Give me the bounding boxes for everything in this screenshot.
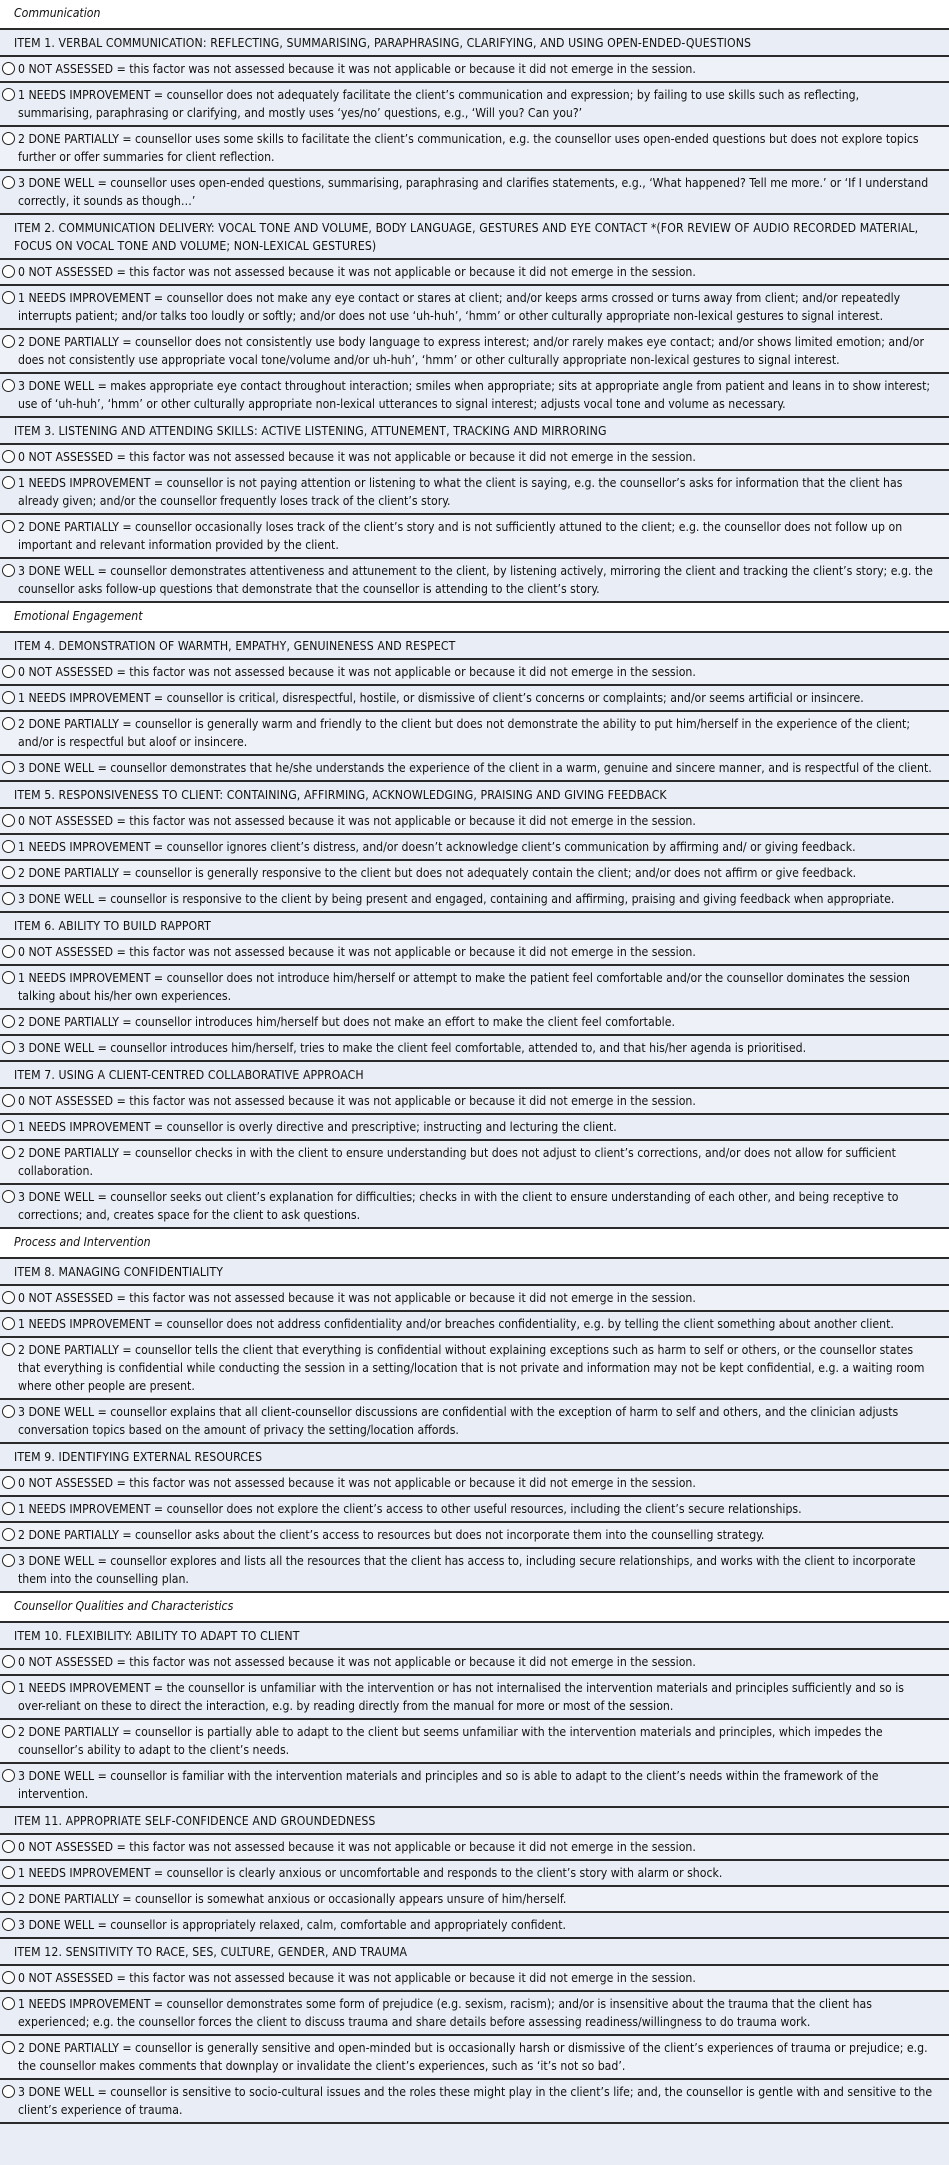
rating-option[interactable] (0, 374, 949, 418)
radio-button-icon[interactable] (2, 379, 15, 392)
option-label: 2 DONE PARTIALLY = counsellor does not consistently use body language to express interest; and/or rarely makes eye contact; and/or shows limited emotion; and/or does not consistently use appropriate vocal tone/volume and/or uh-huh’, ‘hmm’ or other culturally appropriate non-lexical gestures to signal interest. (18, 335, 924, 367)
radio-button-icon[interactable] (2, 1405, 15, 1418)
rating-option[interactable] (0, 660, 949, 686)
option-label: 0 NOT ASSESSED = this factor was not assessed because it was not applicable or because it did not emerge in the session. (18, 1655, 696, 1669)
item-title: ITEM 12. SENSITIVITY TO RACE, SES, CULTURE, GENDER, AND TRAUMA (0, 1939, 949, 1966)
radio-button-icon[interactable] (2, 1840, 15, 1853)
rating-option[interactable] (0, 1286, 949, 1312)
radio-button-icon[interactable] (2, 814, 15, 827)
rating-option[interactable] (0, 1497, 949, 1523)
rating-option[interactable] (0, 686, 949, 712)
rating-item (0, 418, 949, 603)
rating-option[interactable] (0, 330, 949, 374)
radio-button-icon[interactable] (2, 265, 15, 278)
radio-button-icon[interactable] (2, 1146, 15, 1159)
rating-item (0, 1259, 949, 1444)
rating-option[interactable] (0, 756, 949, 782)
rating-item (0, 215, 949, 418)
option-label: 1 NEEDS IMPROVEMENT = counsellor is critical, disrespectful, hostile, or dismissive of client’s concerns or complaints; and/or seems artificial or insincere. (18, 691, 864, 705)
option-label: 3 DONE WELL = counsellor is familiar with the intervention materials and principles and so is able to adapt to the client’s needs within the framework of the intervention. (18, 1769, 879, 1801)
radio-button-icon[interactable] (2, 1997, 15, 2010)
radio-button-icon[interactable] (2, 1892, 15, 1905)
rating-option[interactable] (0, 1835, 949, 1861)
option-label: 3 DONE WELL = counsellor seeks out client’s explanation for difficulties; checks in with the client to ensure understanding of each other, and being receptive to corrections; and, creates space for the client to ask questions. (18, 1190, 899, 1222)
rating-option[interactable] (0, 809, 949, 835)
rating-option[interactable] (0, 1861, 949, 1887)
option-label: 0 NOT ASSESSED = this factor was not assessed because it was not applicable or because it did not emerge in the session. (18, 450, 696, 464)
rating-option[interactable] (0, 57, 949, 83)
radio-button-icon[interactable] (2, 1918, 15, 1931)
option-label: 0 NOT ASSESSED = this factor was not assessed because it was not applicable or because it did not emerge in the session. (18, 1476, 696, 1490)
item-title: ITEM 3. LISTENING AND ATTENDING SKILLS: ACTIVE LISTENING, ATTUNEMENT, TRACKING AND MIRRORING (0, 418, 949, 445)
radio-button-icon[interactable] (2, 1015, 15, 1028)
radio-button-icon[interactable] (2, 450, 15, 463)
radio-button-icon[interactable] (2, 1725, 15, 1738)
option-label: 0 NOT ASSESSED = this factor was not assessed because it was not applicable or because it did not emerge in the session. (18, 1840, 696, 1854)
radio-button-icon[interactable] (2, 564, 15, 577)
item-title: ITEM 6. ABILITY TO BUILD RAPPORT (0, 913, 949, 940)
option-label: 1 NEEDS IMPROVEMENT = counsellor is not paying attention or listening to what the client is saying, e.g. the counsellor’s asks for information that the client has already given; and/or the counsellor frequently loses track of the client’s story. (18, 476, 903, 508)
option-label: 3 DONE WELL = counsellor introduces him/herself, tries to make the client feel comfortable, attended to, and that his/her agenda is prioritised. (18, 1041, 807, 1055)
option-label: 1 NEEDS IMPROVEMENT = counsellor does not adequately facilitate the client’s communication and expression; by failing to use skills such as reflecting, summarising, paraphrasing or clarifying, and mostly uses ‘yes/no’ questions, e.g., ‘Will you? Can you?’ (18, 88, 860, 120)
item-title: ITEM 11. APPROPRIATE SELF-CONFIDENCE AND GROUNDEDNESS (0, 1808, 949, 1835)
item-title: ITEM 2. COMMUNICATION DELIVERY: VOCAL TONE AND VOLUME, BODY LANGUAGE, GESTURES AND EYE CONTACT *(FOR REVIEW OF AUDIO RECORDED MATERIAL, FOCUS ON VOCAL TONE AND VOLUME; NON-LEXICAL GESTURES) (0, 215, 949, 260)
radio-button-icon[interactable] (2, 1041, 15, 1054)
rating-option[interactable] (0, 1400, 949, 1444)
radio-button-icon[interactable] (2, 1190, 15, 1203)
option-label: 2 DONE PARTIALLY = counsellor is generally sensitive and open-minded but is occasionally harsh or dismissive of the client’s experiences of trauma or prejudice; e.g. the counsellor makes comments that downplay or invalidate the client’s experiences, such as ‘it’s not so bad’. (18, 2041, 928, 2073)
radio-button-icon[interactable] (2, 88, 15, 101)
option-label: 2 DONE PARTIALLY = counsellor is partially able to adapt to the client but seems unfamiliar with the intervention materials and principles, which impedes the counsellor’s ability to adapt to the client’s needs. (18, 1725, 883, 1757)
radio-button-icon[interactable] (2, 291, 15, 304)
option-label: 2 DONE PARTIALLY = counsellor is generally responsive to the client but does not adequately contain the client; and/or does not affirm or give feedback. (18, 866, 857, 880)
rating-item (0, 1062, 949, 1229)
option-label: 3 DONE WELL = counsellor demonstrates attentiveness and attunement to the client, by listening actively, mirroring the client and tracking the client’s story; e.g. the counsellor asks follow-up questions that demonstrate that the counsellor is attending to the client’s story. (18, 564, 933, 596)
rating-option[interactable] (0, 1523, 949, 1549)
radio-button-icon[interactable] (2, 2085, 15, 2098)
radio-button-icon[interactable] (2, 1554, 15, 1567)
item-title: ITEM 7. USING A CLIENT-CENTRED COLLABORATIVE APPROACH (0, 1062, 949, 1089)
item-title: ITEM 4. DEMONSTRATION OF WARMTH, EMPATHY, GENUINENESS AND RESPECT (0, 633, 949, 660)
option-label: 2 DONE PARTIALLY = counsellor introduces him/herself but does not make an effort to make the client feel comfortable. (18, 1015, 675, 1029)
section-heading: Communication (0, 0, 949, 30)
rating-option[interactable] (0, 1549, 949, 1593)
radio-button-icon[interactable] (2, 866, 15, 879)
radio-button-icon[interactable] (2, 717, 15, 730)
rating-option[interactable] (0, 1764, 949, 1808)
rating-option[interactable] (0, 1141, 949, 1185)
rating-option[interactable] (0, 286, 949, 330)
radio-button-icon[interactable] (2, 1317, 15, 1330)
rating-option[interactable] (0, 1185, 949, 1229)
radio-button-icon[interactable] (2, 1476, 15, 1489)
option-label: 3 DONE WELL = counsellor is sensitive to socio-cultural issues and the roles these might play in the client’s life; and, the counsellor is gentle with and sensitive to the client’s experience of trauma. (18, 2085, 933, 2117)
option-label: 0 NOT ASSESSED = this factor was not assessed because it was not applicable or because it did not emerge in the session. (18, 665, 696, 679)
radio-button-icon[interactable] (2, 945, 15, 958)
radio-button-icon[interactable] (2, 62, 15, 75)
section-heading: Emotional Engagement (0, 603, 949, 633)
item-title: ITEM 8. MANAGING CONFIDENTIALITY (0, 1259, 949, 1286)
section-heading: Process and Intervention (0, 1229, 949, 1259)
rating-option[interactable] (0, 260, 949, 286)
radio-button-icon[interactable] (2, 176, 15, 189)
radio-button-icon[interactable] (2, 1655, 15, 1668)
radio-button-icon[interactable] (2, 1866, 15, 1879)
option-label: 2 DONE PARTIALLY = counsellor checks in with the client to ensure understanding but does not adjust to client’s corrections, and/or does not allow for sufficient collaboration. (18, 1146, 896, 1178)
rating-option[interactable] (0, 127, 949, 171)
rating-option[interactable] (0, 1115, 949, 1141)
option-label: 2 DONE PARTIALLY = counsellor uses some skills to facilitate the client’s communication, e.g. the counsellor uses open-ended questions but does not explore topics further or offer summaries for client reflection. (18, 132, 919, 164)
rating-option[interactable] (0, 1338, 949, 1400)
section-heading: Counsellor Qualities and Characteristics (0, 1593, 949, 1623)
radio-button-icon[interactable] (2, 1971, 15, 1984)
option-label: 3 DONE WELL = counsellor explains that all client-counsellor discussions are confidential with the exception of harm to self and others, and the clinician adjusts conversation topics based on the amount of privacy the setting/location affords. (18, 1405, 899, 1437)
radio-button-icon[interactable] (2, 665, 15, 678)
item-title: ITEM 9. IDENTIFYING EXTERNAL RESOURCES (0, 1444, 949, 1471)
rating-option[interactable] (0, 1676, 949, 1720)
radio-button-icon[interactable] (2, 892, 15, 905)
radio-button-icon[interactable] (2, 1502, 15, 1515)
rating-item (0, 1623, 949, 1808)
option-label: 3 DONE WELL = counsellor demonstrates that he/she understands the experience of the client in a warm, genuine and sincere manner, and is respectful of the client. (18, 761, 932, 775)
rating-option[interactable] (0, 835, 949, 861)
option-label: 0 NOT ASSESSED = this factor was not assessed because it was not applicable or because it did not emerge in the session. (18, 945, 696, 959)
rating-item (0, 30, 949, 215)
radio-button-icon[interactable] (2, 335, 15, 348)
rating-option[interactable] (0, 1471, 949, 1497)
radio-button-icon[interactable] (2, 1681, 15, 1694)
option-label: 0 NOT ASSESSED = this factor was not assessed because it was not applicable or because it did not emerge in the session. (18, 814, 696, 828)
option-label: 2 DONE PARTIALLY = counsellor occasionally loses track of the client’s story and is not sufficiently attuned to the client; e.g. the counsellor does not follow up on important and relevant information provided by the client. (18, 520, 903, 552)
option-label: 1 NEEDS IMPROVEMENT = the counsellor is unfamiliar with the intervention or has not internalised the intervention materials and principles sufficiently and so is over-reliant on these to direct the interaction, e.g. by reading directly from the manual for more or most of the session. (18, 1681, 905, 1713)
rating-option[interactable] (0, 471, 949, 515)
option-label: 1 NEEDS IMPROVEMENT = counsellor does not address confidentiality and/or breaches confidentiality, e.g. by telling the client something about another client. (18, 1317, 894, 1331)
option-label: 3 DONE WELL = counsellor is responsive to the client by being present and engaged, containing and affirming, praising and giving feedback when appropriate. (18, 892, 895, 906)
option-label: 1 NEEDS IMPROVEMENT = counsellor is clearly anxious or uncomfortable and responds to the client’s story with alarm or shock. (18, 1866, 723, 1880)
rating-option[interactable] (0, 2080, 949, 2124)
radio-button-icon[interactable] (2, 1291, 15, 1304)
radio-button-icon[interactable] (2, 691, 15, 704)
option-label: 2 DONE PARTIALLY = counsellor is somewhat anxious or occasionally appears unsure of him/herself. (18, 1892, 567, 1906)
rating-option[interactable] (0, 1036, 949, 1062)
option-label: 2 DONE PARTIALLY = counsellor tells the client that everything is confidential without explaining exceptions such as harm to self or others, or the counsellor states that everything is confidential while conducting the session in a setting/location that is not private and information may not be kept confidential, e.g. a waiting room where other people are present. (18, 1343, 925, 1393)
option-label: 3 DONE WELL = counsellor uses open-ended questions, summarising, paraphrasing and clarifies statements, e.g., ‘What happened? Tell me more.’ or ‘If I understand correctly, it sounds as though…’ (18, 176, 929, 208)
rating-option[interactable] (0, 712, 949, 756)
radio-button-icon[interactable] (2, 1528, 15, 1541)
rating-option[interactable] (0, 1312, 949, 1338)
rating-option[interactable] (0, 1720, 949, 1764)
radio-button-icon[interactable] (2, 2041, 15, 2054)
rating-option[interactable] (0, 83, 949, 127)
rating-option[interactable] (0, 1010, 949, 1036)
option-label: 3 DONE WELL = makes appropriate eye contact throughout interaction; smiles when appropriate; sits at appropriate angle from patient and leans in to show interest; use of ‘uh-huh’, ‘hmm’ or other culturally appropriate non-lexical utterances to signal interest; adjusts vocal tone and volume as necessary. (18, 379, 931, 411)
option-label: 3 DONE WELL = counsellor explores and lists all the resources that the client has access to, including secure relationships, and works with the client to incorporate them into the counselling plan. (18, 1554, 916, 1586)
rating-item (0, 782, 949, 913)
rating-option[interactable] (0, 1887, 949, 1913)
rating-option[interactable] (0, 515, 949, 559)
item-title: ITEM 1. VERBAL COMMUNICATION: REFLECTING, SUMMARISING, PARAPHRASING, CLARIFYING, AND USING OPEN-ENDED-QUESTIONS (0, 30, 949, 57)
rating-item (0, 913, 949, 1062)
option-label: 1 NEEDS IMPROVEMENT = counsellor ignores client’s distress, and/or doesn’t acknowledge client’s communication by affirming and/ or giving feedback. (18, 840, 856, 854)
option-label: 1 NEEDS IMPROVEMENT = counsellor does not make any eye contact or stares at client; and/or keeps arms crossed or turns away from client; and/or repeatedly interrupts patient; and/or talks too loudly or softly; and/or does not use ‘uh-huh’, ‘hmm’ or other culturally appropriate non-lexical gestures to signal interest. (18, 291, 901, 323)
rating-option[interactable] (0, 1089, 949, 1115)
option-label: 0 NOT ASSESSED = this factor was not assessed because it was not applicable or because it did not emerge in the session. (18, 1291, 696, 1305)
option-label: 1 NEEDS IMPROVEMENT = counsellor is overly directive and prescriptive; instructing and lecturing the client. (18, 1120, 617, 1134)
radio-button-icon[interactable] (2, 1343, 15, 1356)
item-title: ITEM 10. FLEXIBILITY: ABILITY TO ADAPT TO CLIENT (0, 1623, 949, 1650)
option-label: 0 NOT ASSESSED = this factor was not assessed because it was not applicable or because it did not emerge in the session. (18, 1094, 696, 1108)
rating-option[interactable] (0, 559, 949, 603)
option-label: 0 NOT ASSESSED = this factor was not assessed because it was not applicable or because it did not emerge in the session. (18, 62, 696, 76)
radio-button-icon[interactable] (2, 761, 15, 774)
option-label: 1 NEEDS IMPROVEMENT = counsellor demonstrates some form of prejudice (e.g. sexism, racism); and/or is insensitive about the trauma that the client has experienced; e.g. the counsellor forces the client to discuss trauma and share details before assessing readiness/willingness to do trauma work. (18, 1997, 872, 2029)
option-label: 1 NEEDS IMPROVEMENT = counsellor does not explore the client’s access to other useful resources, including the client’s secure relationships. (18, 1502, 802, 1516)
rating-item (0, 633, 949, 782)
option-label: 0 NOT ASSESSED = this factor was not assessed because it was not applicable or because it did not emerge in the session. (18, 265, 696, 279)
rating-option[interactable] (0, 1992, 949, 2036)
rating-option[interactable] (0, 2036, 949, 2080)
rating-option[interactable] (0, 1966, 949, 1992)
radio-button-icon[interactable] (2, 1094, 15, 1107)
radio-button-icon[interactable] (2, 1120, 15, 1133)
rating-item (0, 1939, 949, 2124)
option-label: 1 NEEDS IMPROVEMENT = counsellor does not introduce him/herself or attempt to make the patient feel comfortable and/or the counsellor dominates the session talking about his/her own experiences. (18, 971, 910, 1003)
rating-item (0, 1808, 949, 1939)
rating-item (0, 1444, 949, 1593)
option-label: 2 DONE PARTIALLY = counsellor asks about the client’s access to resources but does not incorporate them into the counselling strategy. (18, 1528, 765, 1542)
radio-button-icon[interactable] (2, 971, 15, 984)
rating-option[interactable] (0, 445, 949, 471)
rating-option[interactable] (0, 861, 949, 887)
rating-option[interactable] (0, 1913, 949, 1939)
radio-button-icon[interactable] (2, 520, 15, 533)
radio-button-icon[interactable] (2, 1769, 15, 1782)
option-label: 2 DONE PARTIALLY = counsellor is generally warm and friendly to the client but does not demonstrate the ability to put him/herself in the experience of the client; and/or is respectful but aloof or insincere. (18, 717, 911, 749)
rating-option[interactable] (0, 171, 949, 215)
radio-button-icon[interactable] (2, 476, 15, 489)
radio-button-icon[interactable] (2, 840, 15, 853)
rating-option[interactable] (0, 1650, 949, 1676)
option-label: 3 DONE WELL = counsellor is appropriately relaxed, calm, comfortable and appropriately confident. (18, 1918, 567, 1932)
rating-option[interactable] (0, 887, 949, 913)
rating-option[interactable] (0, 966, 949, 1010)
item-title: ITEM 5. RESPONSIVENESS TO CLIENT: CONTAINING, AFFIRMING, ACKNOWLEDGING, PRAISING AND GIVING FEEDBACK (0, 782, 949, 809)
option-label: 0 NOT ASSESSED = this factor was not assessed because it was not applicable or because it did not emerge in the session. (18, 1971, 696, 1985)
rating-option[interactable] (0, 940, 949, 966)
radio-button-icon[interactable] (2, 132, 15, 145)
